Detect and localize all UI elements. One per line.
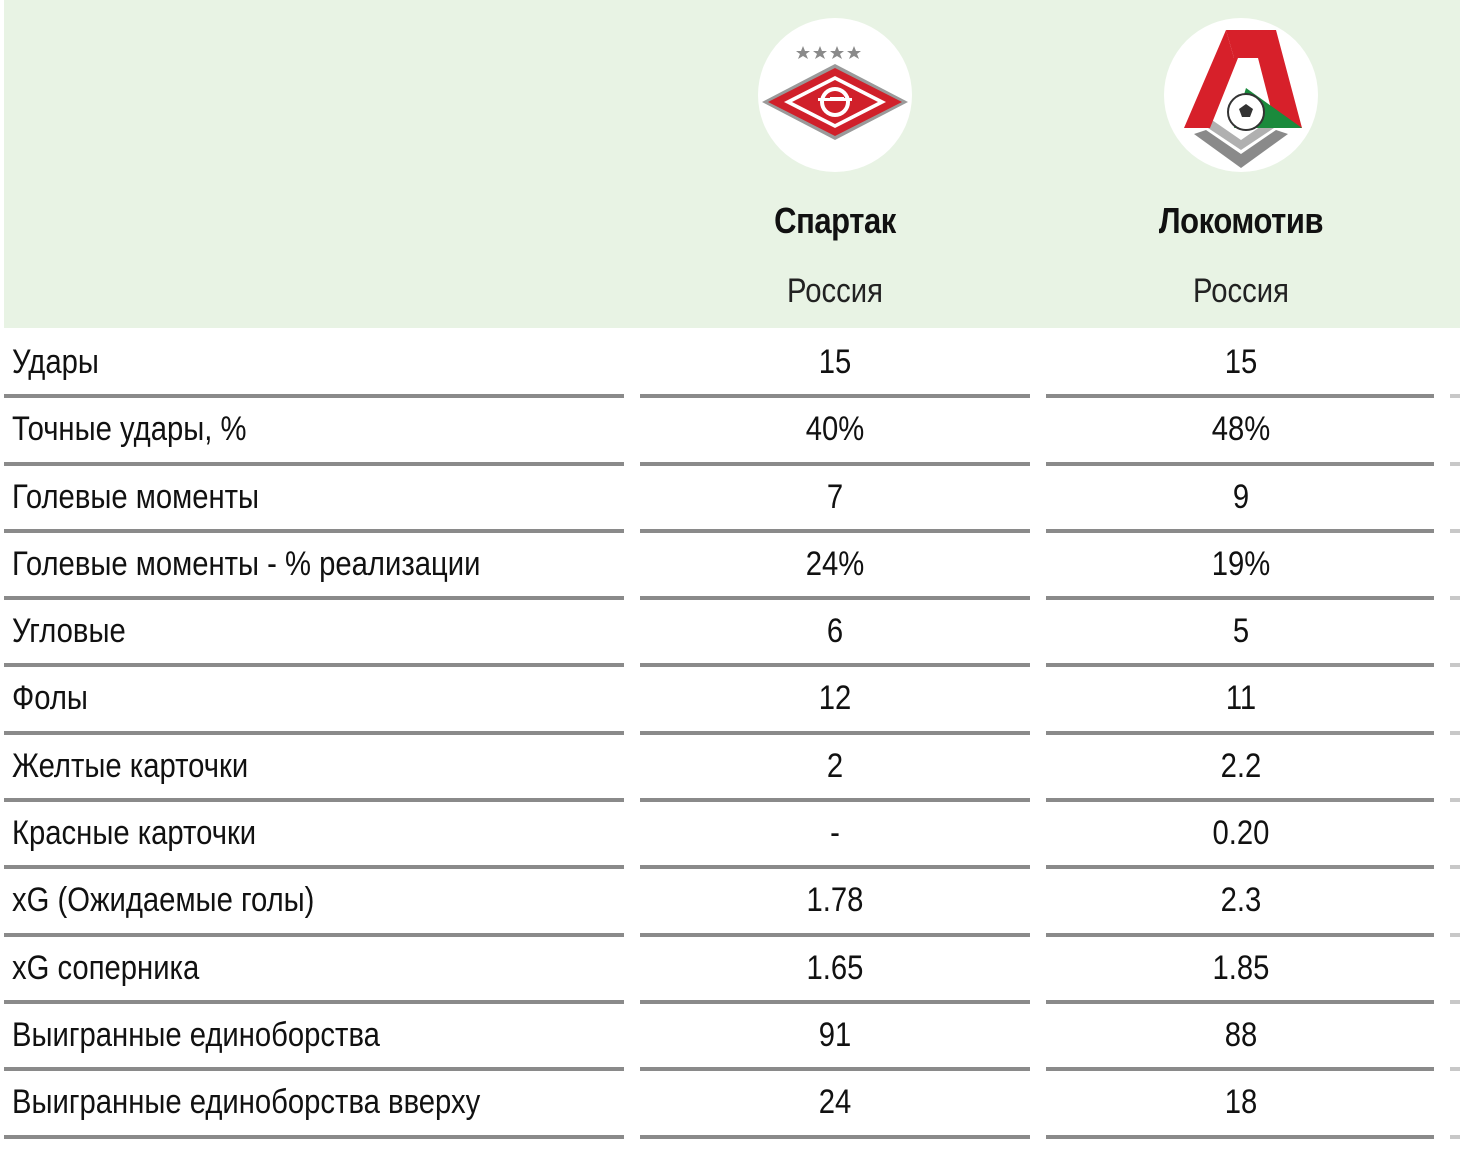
table-row bbox=[0, 398, 1460, 465]
row-divider bbox=[1046, 1135, 1434, 1139]
team2-value: 2.2 bbox=[1220, 746, 1262, 785]
team-column-lokomotiv bbox=[1046, 0, 1436, 328]
team1-value: 15 bbox=[818, 343, 852, 381]
team2-value: 1.85 bbox=[1212, 948, 1270, 987]
team-country: Россия bbox=[787, 272, 883, 310]
stat-label: Желтые карточки bbox=[12, 746, 249, 785]
team-column-spartak bbox=[640, 0, 1030, 328]
team1-value: 24 bbox=[818, 1083, 852, 1122]
stat-label: Угловые bbox=[12, 612, 126, 651]
table-row bbox=[0, 667, 1460, 734]
team2-value: 15 bbox=[1224, 343, 1258, 381]
table-row bbox=[0, 869, 1460, 936]
stat-label: Удары bbox=[12, 343, 99, 381]
row-divider bbox=[4, 1135, 624, 1139]
table-row bbox=[0, 466, 1460, 533]
team1-value: 12 bbox=[818, 679, 852, 718]
table-row bbox=[0, 600, 1460, 667]
team1-value: 24% bbox=[805, 544, 865, 583]
team1-value: 7 bbox=[826, 477, 844, 516]
team1-value: - bbox=[830, 814, 840, 853]
table-row bbox=[0, 735, 1460, 802]
team2-value: 88 bbox=[1224, 1015, 1258, 1054]
team1-value: 91 bbox=[818, 1015, 852, 1054]
team-country: Россия bbox=[1193, 272, 1289, 310]
stats-table bbox=[0, 331, 1460, 1139]
row-divider bbox=[640, 1135, 1030, 1139]
team1-value: 6 bbox=[826, 612, 844, 651]
stat-label: Красные карточки bbox=[12, 814, 257, 853]
stat-label: xG (Ожидаемые голы) bbox=[12, 881, 315, 920]
table-row bbox=[0, 1004, 1460, 1071]
team2-value: 9 bbox=[1232, 477, 1250, 516]
team2-value: 0.20 bbox=[1212, 814, 1270, 853]
stat-label: Голевые моменты - % реализации bbox=[12, 544, 481, 583]
team2-value: 19% bbox=[1211, 544, 1271, 583]
table-row bbox=[0, 1071, 1460, 1138]
table-row bbox=[0, 937, 1460, 1004]
row-divider bbox=[1450, 1135, 1460, 1139]
stat-label: Голевые моменты bbox=[12, 477, 260, 516]
spartak-logo bbox=[758, 18, 912, 172]
stat-label: Фолы bbox=[12, 679, 88, 718]
team2-value: 18 bbox=[1224, 1083, 1258, 1122]
lokomotiv-logo bbox=[1164, 18, 1318, 172]
stat-label: Выигранные единоборства вверху bbox=[12, 1083, 481, 1122]
stat-label: Выигранные единоборства bbox=[12, 1015, 380, 1054]
team1-value: 2 bbox=[826, 746, 844, 785]
team2-value: 5 bbox=[1232, 612, 1250, 651]
stat-label: Точные удары, % bbox=[12, 410, 247, 449]
table-row bbox=[0, 533, 1460, 600]
table-row bbox=[0, 802, 1460, 869]
team2-value: 11 bbox=[1225, 679, 1257, 718]
team1-value: 1.65 bbox=[806, 948, 864, 987]
team2-value: 48% bbox=[1211, 410, 1271, 449]
team-name: Локомотив bbox=[1158, 200, 1324, 241]
team1-value: 1.78 bbox=[806, 881, 864, 920]
team-name: Спартак bbox=[774, 200, 896, 241]
table-row bbox=[0, 331, 1460, 398]
stat-label: xG соперника bbox=[12, 948, 200, 987]
team1-value: 40% bbox=[805, 410, 865, 449]
team2-value: 2.3 bbox=[1220, 881, 1262, 920]
